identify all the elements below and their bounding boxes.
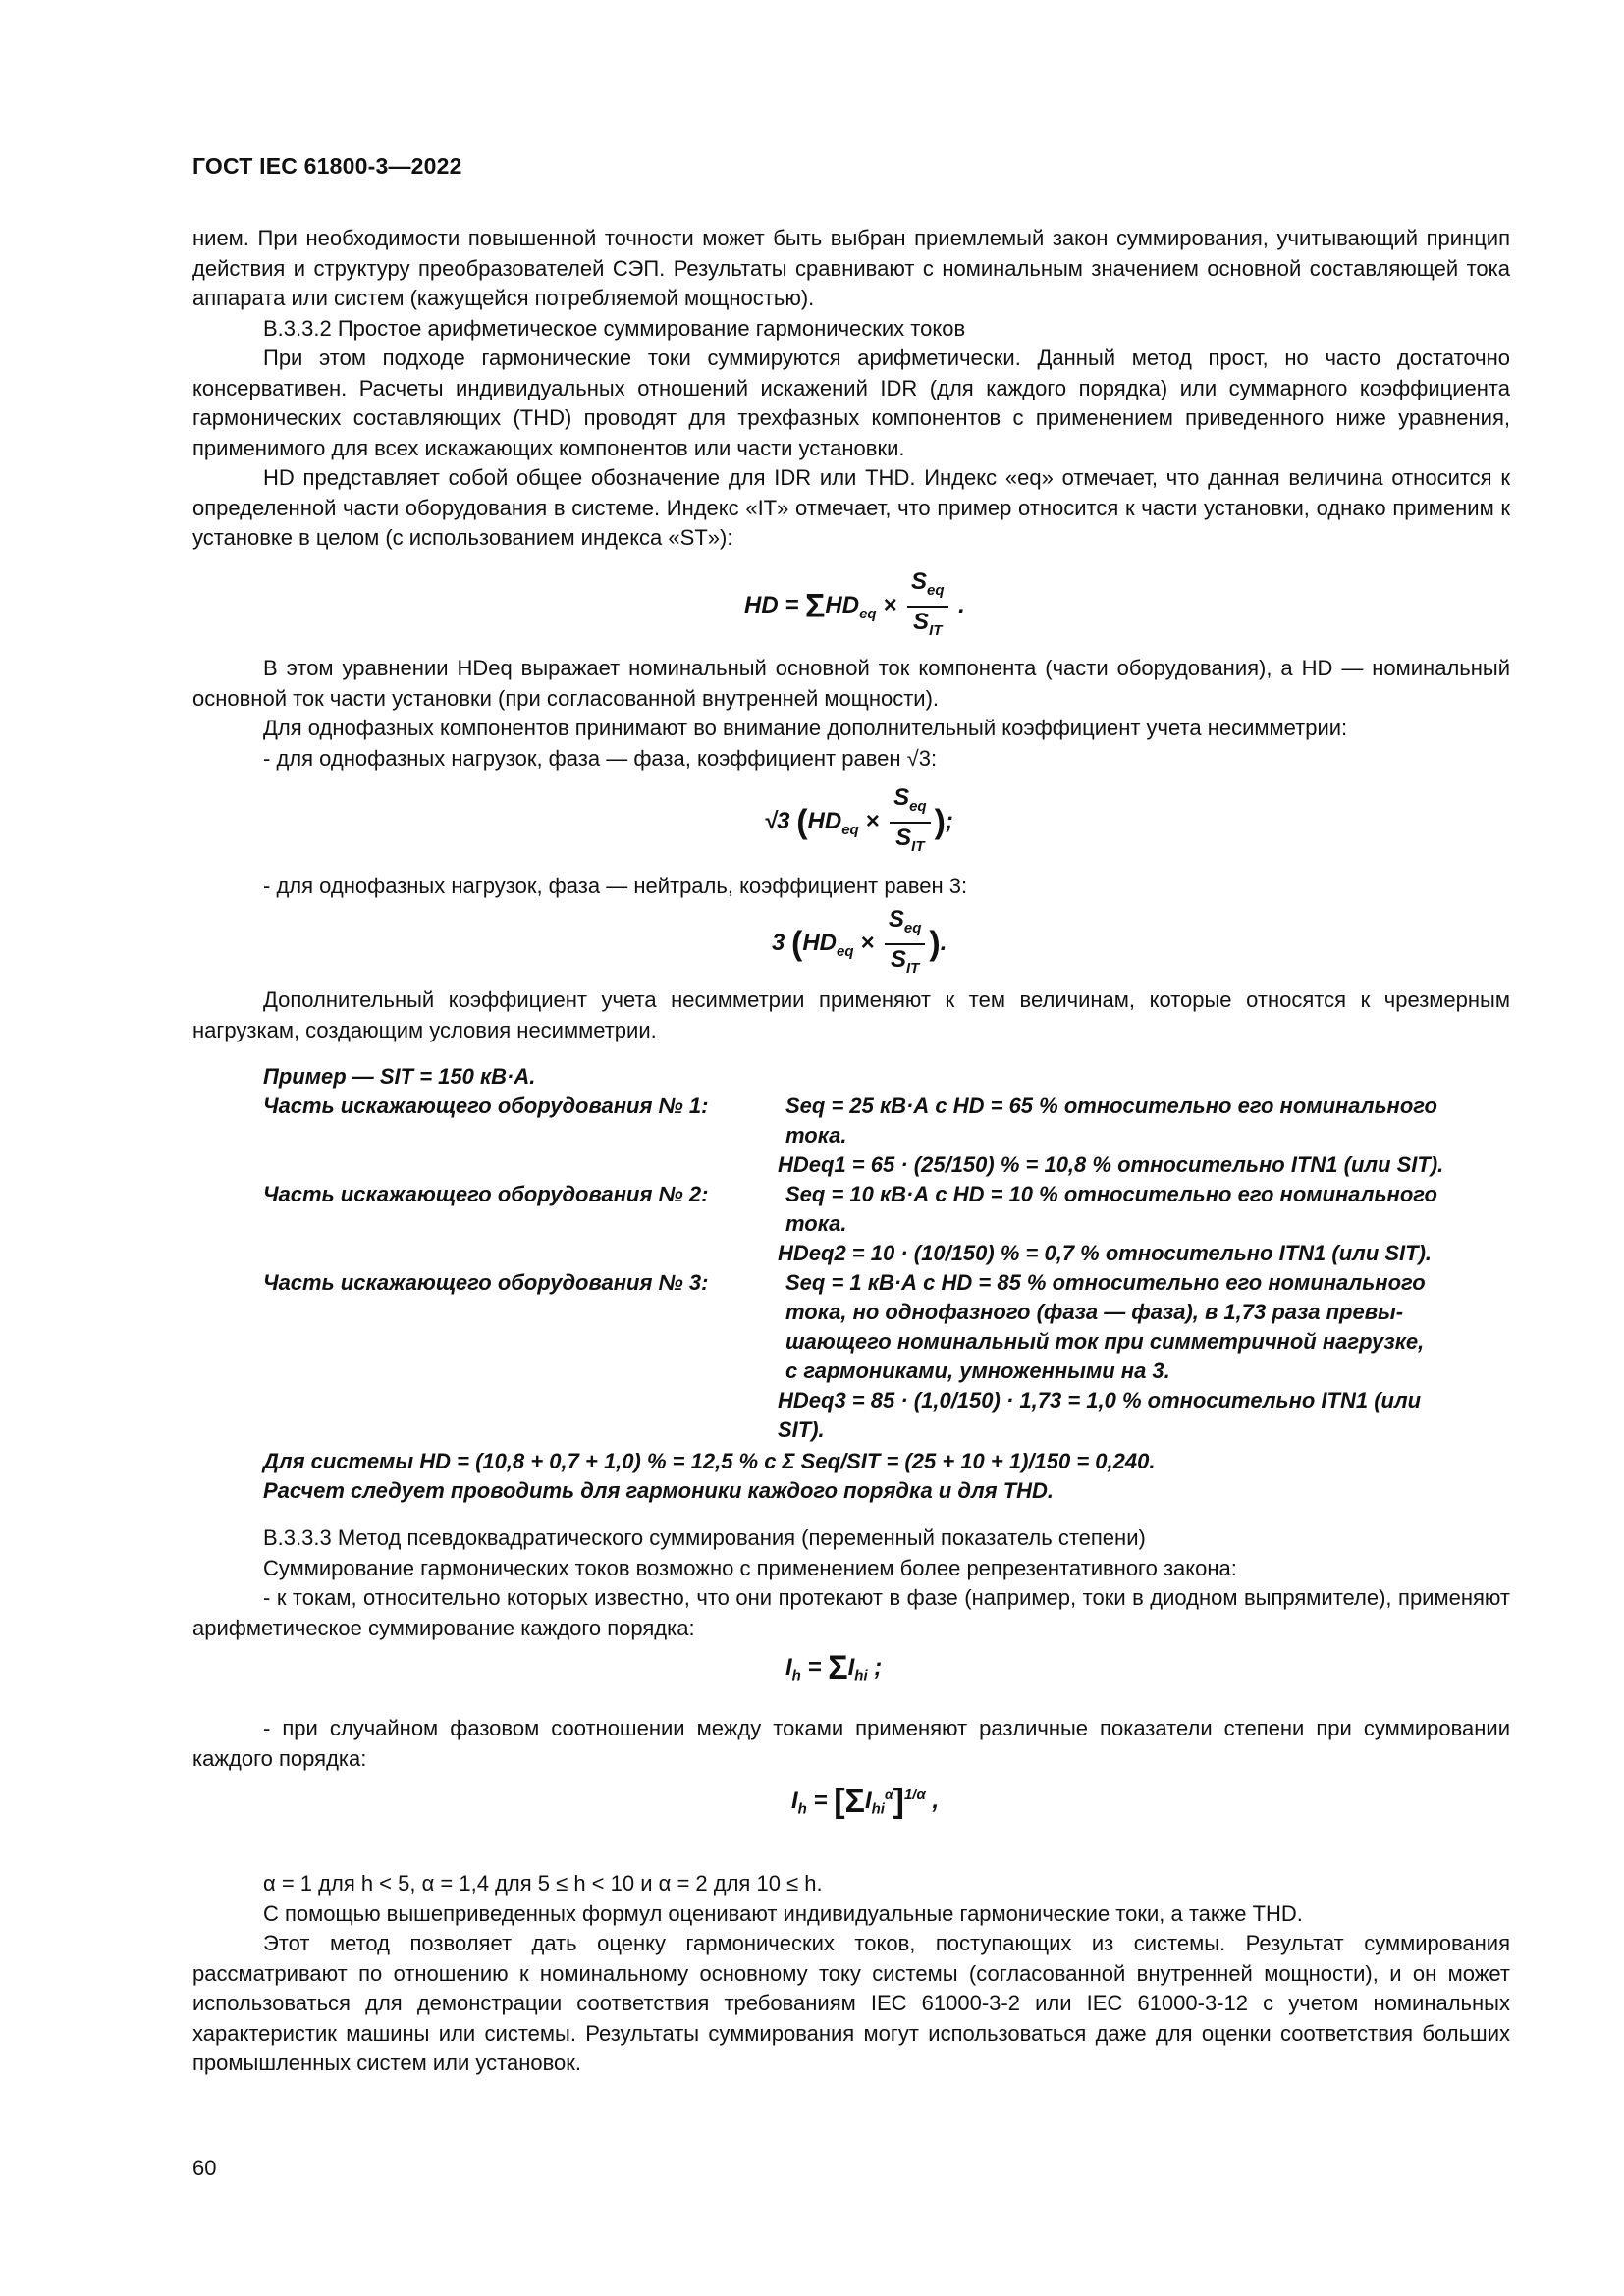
formula-ih-alpha: $I_h = [\Sigma I_{hi}^\alpha]^{1/\alpha}$ ,: [791, 1783, 940, 1820]
example-text: шающего номинальный ток при симметричной нагрузке,: [785, 1329, 1425, 1354]
paragraph: α = 1 для h < 5, α = 1,4 для 5 ≤ h < 10 и α = 2 для 10 ≤ h.: [263, 1871, 823, 1896]
text-block-7: [192, 1869, 1510, 2079]
paragraph: Дополнительный коэффициент учета несимметрии применяют к тем величинам, которые относятся к чрезмерным нагрузкам, создающим условия несимметрии.: [192, 988, 1510, 1042]
paragraph: нием. При необходимости повышенной точности может быть выбран приемлемый закон суммирования, учитывающий принцип действия и структуру преобразователей СЭП. Результаты сравнивают с номинальным значением основной составляющей тока аппарата или систем (кажущейся потребляемой мощностью).: [192, 226, 1510, 310]
paragraph: Суммирование гармонических токов возможно с применением более репрезентативного закона:: [263, 1555, 1237, 1580]
section-heading: В.3.3.3 Метод псевдоквадратического суммирования (переменный показатель степени): [263, 1525, 1146, 1550]
text-block-4: [192, 986, 1510, 1045]
paragraph: HD представляет собой общее обозначение для IDR или THD. Индекс «eq» отмечает, что данная величина относится к определенной части оборудования в системе. Индекс «IT» отмечает, что пример относится к части установки, однако применим к установке в целом (с использованием индекса «ST»):: [192, 465, 1510, 550]
formula-hd-sum: HD = $\Sigma HD_{eq}$ × $\frac{S_{eq}}{S_{IT}}$ .: [744, 568, 965, 639]
paragraph: С помощью вышеприведенных формул оценивают индивидуальные гармонические токи, а также THD.: [263, 1900, 1303, 1926]
paragraph: Для однофазных компонентов принимают во внимание дополнительный коэффициент учета несимметрии:: [263, 716, 1348, 740]
paragraph: При этом подходе гармонические токи суммируются арифметически. Данный метод прост, но часто достаточно консервативен. Расчеты индивидуальных отношений искажений IDR (для каждого порядка) или суммарного коэффициента гармонических составляющих (THD) проводят для трехфазных компонентов с применением приведенного ниже уравнения, применимого для всех искажающих компонентов или части установки.: [192, 346, 1510, 460]
page-number: 60: [192, 2156, 217, 2180]
example-head: Пример — SIT = 150 кВ·А.: [263, 1064, 536, 1089]
section-heading: В.3.3.2 Простое арифметическое суммирование гармонических токов: [263, 315, 966, 341]
formula-sqrt3: √3 ($HD_{eq}$ × $\frac{S_{eq}}{S_{IT}}$ );: [764, 784, 953, 855]
text-block-2: [192, 654, 1510, 774]
example-label-2: Часть искажающего оборудования № 2:: [263, 1182, 709, 1206]
list-item: - для однофазных нагрузок, фаза — нейтраль, коэффициент равен 3:: [263, 874, 968, 898]
example-summary: Расчет следует проводить для гармоники каждого порядка и для THD.: [263, 1478, 1055, 1503]
example-text: HDeq3 = 85 · (1,0/150) · 1,73 = 1,0 % относительно ITN1 (или: [778, 1388, 1422, 1413]
list-item: - для однофазных нагрузок, фаза — фаза, коэффициент равен √3:: [263, 745, 938, 771]
example-label-1: Часть искажающего оборудования № 1:: [263, 1094, 709, 1118]
example-text: Seq = 1 кВ·А с HD = 85 % относительно его номинального: [785, 1270, 1426, 1295]
example-label-3: Часть искажающего оборудования № 3:: [263, 1270, 709, 1295]
example-summary: Для системы HD = (10,8 + 0,7 + 1,0) % = 12,5 % с Σ Seq/SIT = (25 + 10 + 1)/150 = 0,240.: [263, 1449, 1156, 1473]
formula-ih-arith: $I_h = \Sigma I_{hi}$ ;: [785, 1649, 883, 1686]
document-header: ГОСТ IEC 61800-3—2022: [192, 153, 462, 179]
list-item: - при случайном фазовом соотношении между токами применяют различные показатели степени при суммировании каждого порядка:: [192, 1716, 1510, 1771]
example-text: SIT).: [778, 1417, 825, 1442]
paragraph: Этот метод позволяет дать оценку гармонических токов, поступающих из системы. Результат суммирования рассматривают по отношению к номинальному основному току системы (согласованной внутренней мощности), и он может использоваться для демонстрации соответствия требованиям IEC 61000-3-2 или IEC 61000-3-12 с учетом номинальных характеристик машины или системы. Результаты суммирования могут использоваться даже для оценки соответствия больших промышленных систем или установок.: [192, 1931, 1510, 2075]
text-block-1: [192, 224, 1510, 554]
example-text: тока.: [785, 1211, 847, 1236]
text-block-3: [192, 872, 1510, 902]
example-text: HDeq2 = 10 · (10/150) % = 0,7 % относительно ITN1 (или SIT).: [778, 1241, 1433, 1265]
example-text: тока, но однофазного (фаза — фаза), в 1,73 раза превы-: [785, 1300, 1404, 1324]
list-item: - к токам, относительно которых известно, что они протекают в фазе (например, токи в диодном выпрямителе), применяют арифметическое суммирование каждого порядка:: [192, 1585, 1510, 1640]
example-text: с гармониками, умноженными на 3.: [785, 1359, 1170, 1383]
example-text: HDeq1 = 65 · (25/150) % = 10,8 % относительно ITN1 (или SIT).: [778, 1152, 1444, 1177]
text-block-5: [192, 1523, 1510, 1643]
formula-factor3: 3 ($HD_{eq}$ × $\frac{S_{eq}}{S_{IT}}$ ).: [772, 906, 947, 977]
paragraph: В этом уравнении HDeq выражает номинальный основной ток компонента (части оборудования), а HD — номинальный основной ток части установки (при согласованной внутренней мощности).: [192, 656, 1510, 711]
example-text: тока.: [785, 1123, 847, 1148]
example-text: Seq = 25 кВ·А с HD = 65 % относительно его номинального: [785, 1094, 1437, 1118]
text-block-6: [192, 1714, 1510, 1774]
example-text: Seq = 10 кВ·А с HD = 10 % относительно его номинального: [785, 1182, 1437, 1206]
